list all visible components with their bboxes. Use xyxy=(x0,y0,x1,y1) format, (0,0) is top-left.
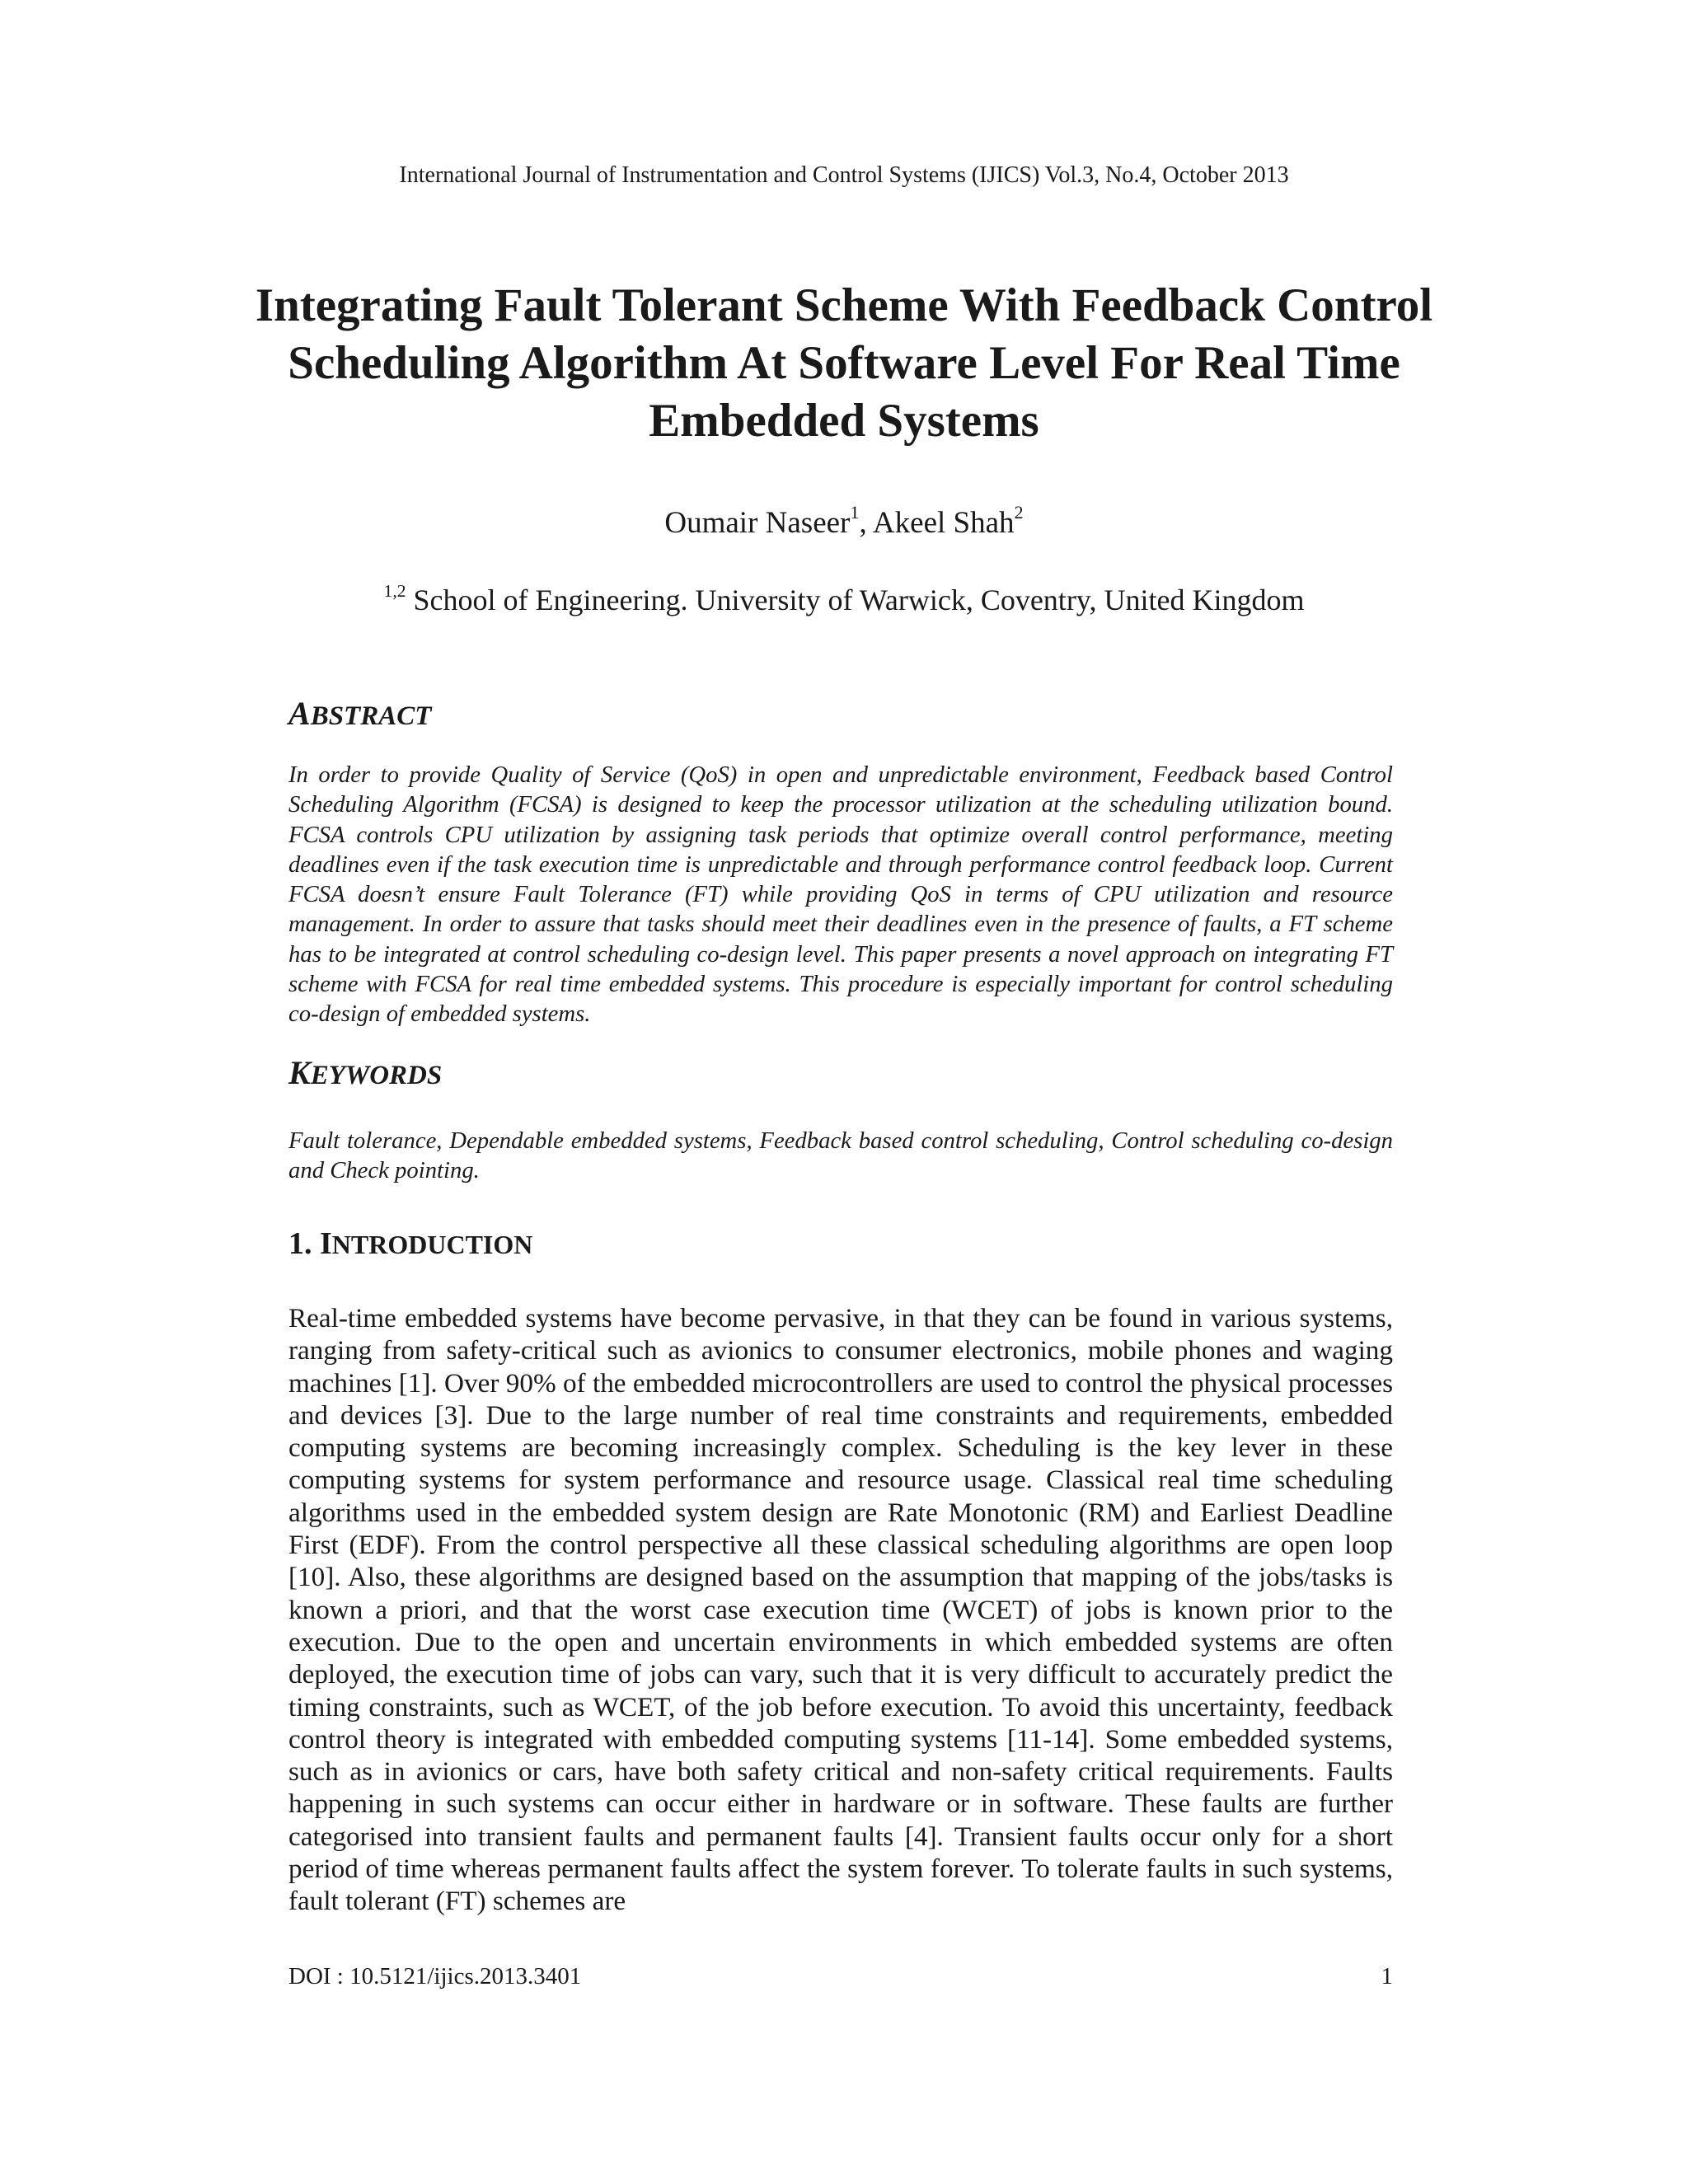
author-affiliation-marker: 2 xyxy=(1014,502,1024,523)
author-name: Oumair Naseer xyxy=(664,506,851,540)
keywords-heading-rest: EYWORDS xyxy=(310,1061,443,1090)
paper-title: Integrating Fault Tolerant Scheme With Feedback Control Scheduling Algorithm At Software Level For Real Time Embedded Systems xyxy=(255,279,1433,447)
abstract-heading-initial: A xyxy=(288,695,311,732)
affiliation-marker: 1,2 xyxy=(383,580,406,601)
affiliation-text: School of Engineering. University of Warwick, Coventry, United Kingdom xyxy=(413,583,1305,616)
keywords-heading xyxy=(288,1054,443,1092)
footer-doi: DOI : 10.5121/ijics.2013.3401 xyxy=(288,1963,582,1990)
page-number: 1 xyxy=(1381,1963,1393,1990)
author-separator: , xyxy=(859,506,873,540)
author-affiliation-marker: 1 xyxy=(850,502,860,523)
keywords-text: Fault tolerance, Dependable embedded systems, Feedback based control scheduling, Control scheduling co-design and Check pointing. xyxy=(288,1127,1393,1184)
abstract-heading xyxy=(288,697,431,733)
introduction-heading-rest: NTRODUCTION xyxy=(331,1230,533,1259)
introduction-text: Real-time embedded systems have become pervasive, in that they can be found in various systems, ranging from safety-critical such as avionics to consumer electronics, mobile phones and waging machines [1]. Over 90% of the embedded microcontrollers are used to control the physical processes and devices [3]. Due to the large number of real time constraints and requirements, embedded computing systems are becoming increasingly complex. Scheduling is the key lever in these computing systems for system performance and resource usage. Classical real time scheduling algorithms used in the embedded system design are Rate Monotonic (RM) and Earliest Deadline First (EDF). From the control perspective all these classical scheduling algorithms are open loop [10]. Also, these algorithms are designed based on the assumption that mapping of the jobs/tasks is known a priori, and that the worst case execution time (WCET) of jobs is known prior to the execution. Due to the open and uncertain environments in which embedded systems are often deployed, the execution time of jobs can vary, such that it is very difficult to accurately predict the timing constraints, such as WCET, of the job before execution. To avoid this uncertainty, feedback control theory is integrated with embedded computing systems [11-14]. Some embedded systems, such as in avionics or cars, have both safety critical and non-safety critical requirements. Faults happening in such systems can occur either in hardware or in software. These faults are further categorised into transient faults and permanent faults [4]. Transient faults occur only for a short period of time whereas permanent faults affect the system forever. To tolerate faults in such systems, fault tolerant (FT) schemes are xyxy=(288,1303,1393,1917)
affiliation xyxy=(0,582,1688,618)
introduction-heading xyxy=(288,1225,532,1263)
abstract-heading-rest: BSTRACT xyxy=(310,701,432,731)
author-list xyxy=(0,504,1688,542)
keywords-heading-initial: K xyxy=(288,1054,311,1091)
author-name: Akeel Shah xyxy=(872,506,1015,540)
abstract-text: In order to provide Quality of Service (QoS) in open and unpredictable environment, Feedback based Control Scheduling Algorithm (FCSA) is designed to keep the processor utilization at the scheduling utilization bound. FCSA controls CPU utilization by assigning task periods that optimize overall control performance, meeting deadlines even if the task execution time is unpredictable and through performance control feedback loop. Current FCSA doesn’t ensure Fault Tolerance (FT) while providing QoS in terms of CPU utilization and resource management. In order to assure that tasks should meet their deadlines even in the presence of faults, a FT scheme has to be integrated at control scheduling co-design level. This paper presents a novel approach on integrating FT scheme with FCSA for real time embedded systems. This procedure is especially important for control scheduling co-design of embedded systems. xyxy=(288,762,1393,1028)
running-header: International Journal of Instrumentation and Control Systems (IJICS) Vol.3, No.4, October 2013 xyxy=(399,162,1289,188)
introduction-heading-number: 1. I xyxy=(288,1226,332,1261)
